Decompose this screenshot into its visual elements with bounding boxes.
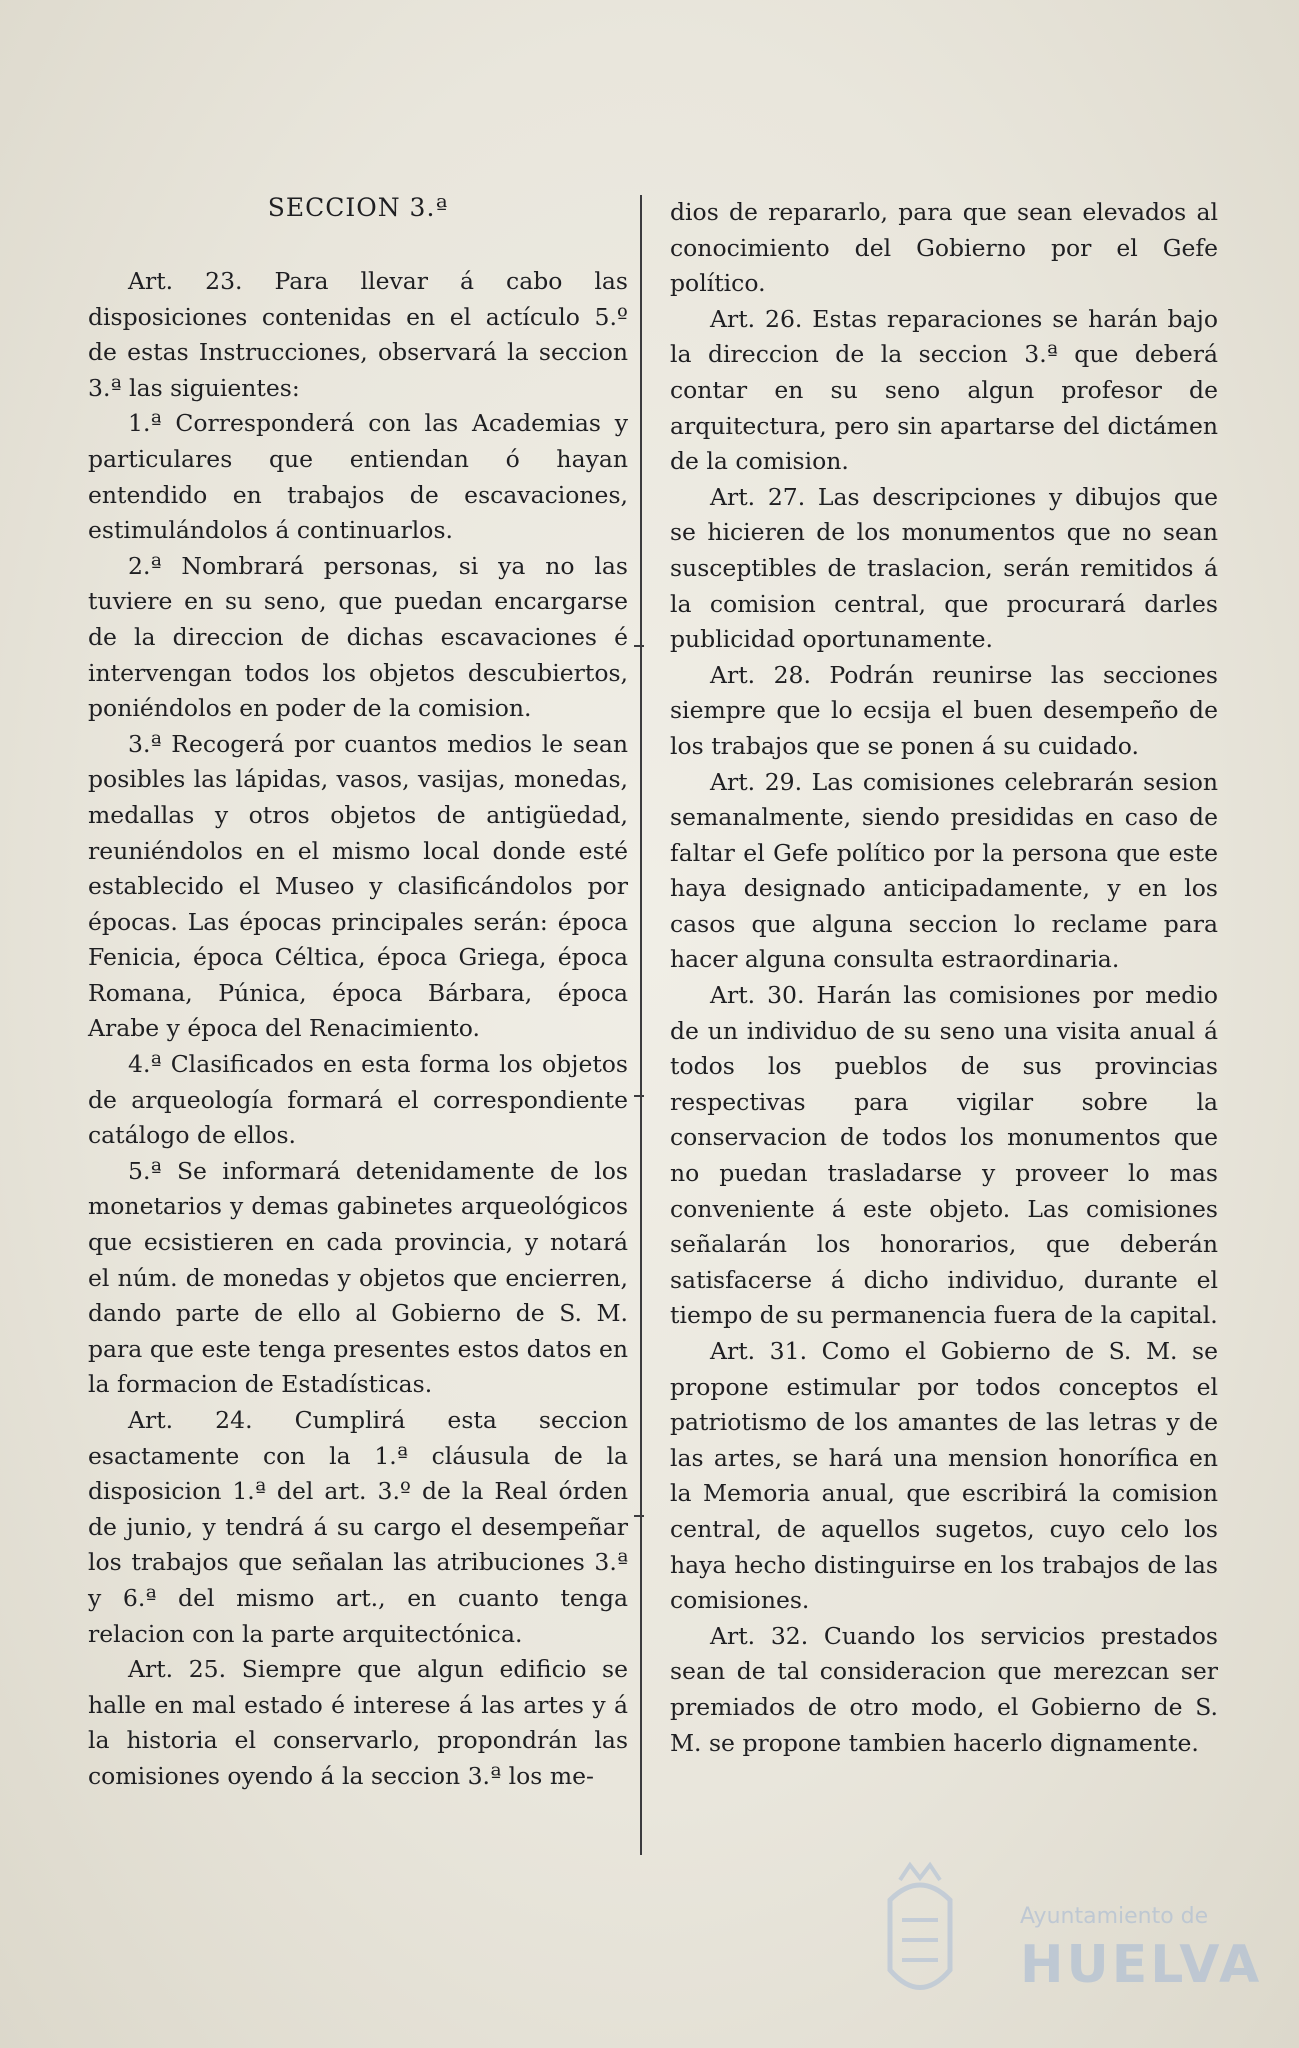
article-32: Art. 32. Cuando los servicios prestados sean de tal consideracion que merezcan ser premiados de otro modo, el Gobierno de S. M. se propone tambien hacerlo dignamente. — [670, 1621, 1218, 1757]
left-column — [88, 190, 628, 1795]
column-divider — [640, 195, 648, 1855]
article-25: Art. 25. Siempre que algun edificio se halle en mal estado é interese á las artes y á la historia el conservarlo, propondrán las comisiones oyendo á la seccion 3.ª los me- — [88, 1655, 628, 1790]
watermark — [880, 1860, 1263, 2020]
clause-5: 5.ª Se informará detenidamente de los monetarios y demas gabinetes arqueológicos que ecsistieren en cada provincia, y notará el núm. de monedas y objetos que encierren, dando parte de ello al Gobierno de S. M. para que este tenga presentes estos datos en la formacion de Estadísticas. — [88, 1156, 628, 1399]
article-28: Art. 28. Podrán reunirse las secciones siempre que lo ecsija el buen desempeño de los trabajos que se ponen á su cuidado. — [670, 660, 1218, 760]
article-26: Art. 26. Estas reparaciones se harán bajo la direccion de la seccion 3.ª que deberá contar en su seno algun profesor de arquitectura, pero sin apartarse del dictámen de la comision. — [670, 304, 1218, 476]
article-29: Art. 29. Las comisiones celebrarán sesion semanalmente, siendo presididas en caso de faltar el Gefe político por la persona que este haya designado anticipadamente, y en los casos que alguna seccion lo reclame para hacer alguna consulta estraordinaria. — [670, 767, 1218, 974]
article-31: Art. 31. Como el Gobierno de S. M. se propone estimular por todos conceptos el patriotismo de los amantes de las letras y de las artes, se hará una mension honorífica en la Memoria anual, que escribirá la comision central, de aquellos sugetos, cuyo celo los haya hecho distinguirse en los trabajos de las comisiones. — [670, 1337, 1218, 1615]
clause-1: 1.ª Corresponderá con las Academias y particulares que entiendan ó hayan entendido en trabajos de escavaciones, estimulándolos á continuarlos. — [88, 409, 628, 545]
article-23: Art. 23. Para llevar á cabo las disposiciones contenidas en el actículo 5.º de estas Instrucciones, observará la seccion 3.ª las siguientes: — [88, 267, 628, 402]
article-27: Art. 27. Las descripciones y dibujos que se hicieren de los monumentos que no sean susceptibles de traslacion, serán remitidos á la comision central, que procurará darles publicidad oportunamente. — [670, 482, 1218, 654]
clause-2: 2.ª Nombrará personas, si ya no las tuviere en su seno, que puedan encargarse de la direccion de dichas escavaciones é intervengan todos los objetos descubiertos, poniéndolos en poder de la comision. — [88, 551, 628, 723]
article-30: Art. 30. Harán las comisiones por medio de un individuo de su seno una visita anual á todos los pueblos de sus provincias respectivas para vigilar sobre la conservacion de todos los monumentos que no puedan trasladarse y proveer lo mas conveniente á este objeto. Las comisiones señalarán los honorarios, que deberán satisfacerse á dicho individuo, durante el tiempo de su permanencia fuera de la capital. — [670, 981, 1218, 1330]
coat-of-arms-icon — [880, 1860, 960, 2010]
section-heading: SECCION 3.ª — [267, 193, 449, 222]
clause-3: 3.ª Recogerá por cuantos medios le sean posibles las lápidas, vasos, vasijas, monedas, medallas y otros objetos de antigüedad, reuniéndolos en el mismo local donde esté establecido el Museo y clasificándolos por épocas. Las épocas principales serán: época Fenicia, época Céltica, época Griega, época Romana, Púnica, época Bárbara, época Arabe y época del Renacimiento. — [88, 729, 628, 1043]
article-25-continuation: dios de repararlo, para que sean elevados al conocimiento del Gobierno por el Gefe político. — [670, 198, 1218, 298]
article-24: Art. 24. Cumplirá esta seccion esactamente con la 1.ª cláusula de la disposicion 1.ª del art. 3.º de la Real órden de junio, y tendrá á su cargo el desempeñar los trabajos que señalan las atribuciones 3.ª y 6.ª del mismo art., en cuanto tenga relacion con la parte arquitectónica. — [88, 1406, 628, 1648]
watermark-line2: HUELVA — [1020, 1935, 1263, 1995]
right-column — [670, 195, 1218, 1761]
clause-4: 4.ª Clasificados en esta forma los objetos de arqueología formará el correspondiente catálogo de ellos. — [88, 1050, 628, 1150]
watermark-line1: Ayuntamiento de — [1020, 1904, 1209, 1929]
